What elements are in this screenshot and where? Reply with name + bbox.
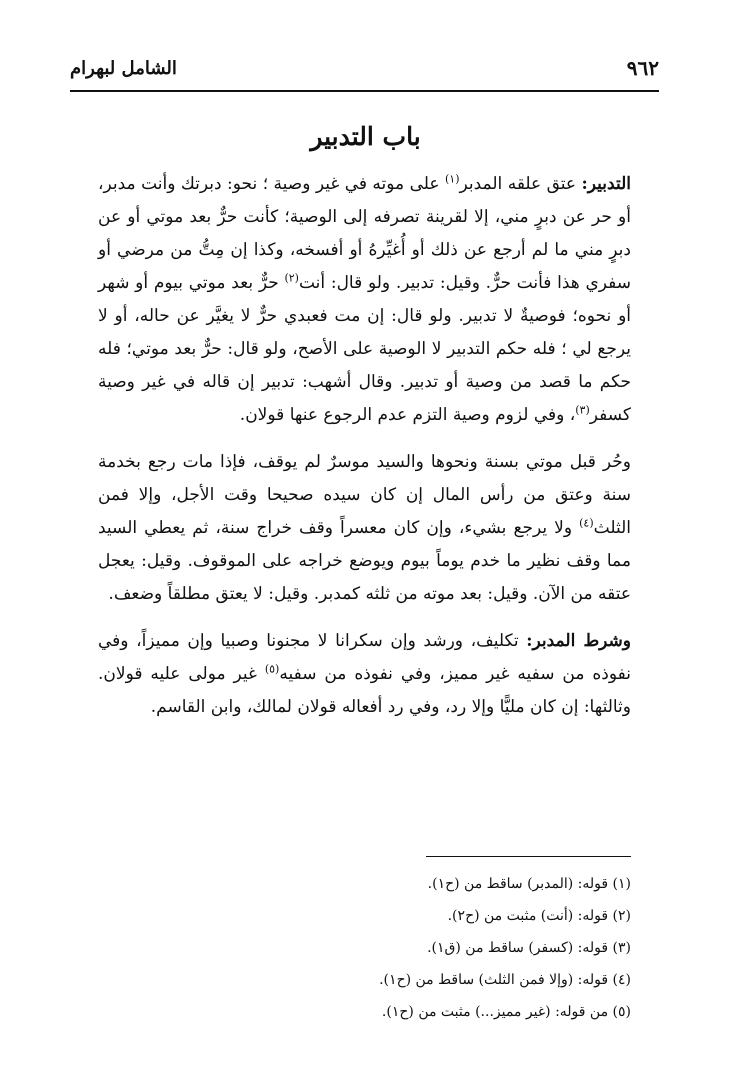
book-title: الشامل لبهرام [70,58,177,79]
footnotes [320,868,631,1028]
paragraph-text: وحُر قبل موتي بسنة ونحوها والسيد موسرٌ لم يوقف، فإذا مات رجع بخدمة سنة وعتق من رأس المال إن كان سيده صحيحا وقت الأجل، وإلا فمن الثلث [98,452,631,538]
footnote: (٥) من قوله: (غير مميز...) مثبت من (ح١). [381,1004,631,1020]
paragraph [98,168,631,432]
main-text [98,168,631,738]
footnote-marker: (١) [444,172,460,186]
paragraph-text: غير مولى عليه قولان. وثالثها: إن كان مليًّا وإلا رد، وفي رد أفعاله قولان لمالك، وابن القاسم. [98,664,631,717]
running-header [70,52,659,88]
footnote-marker: (٣) [575,403,590,417]
footnote: (٢) قوله: (أنت) مثبت من (ح٢). [447,908,631,924]
paragraph-text: ولا يرجع بشيء، وإن كان معسراً وقف خراج سنة، ثم يعطي السيد مما وقف نظير ما خدم يوماً بيوم ويوضع خراجه على الموقوف. وقيل: يعجل عتقه من الآن. وقيل: بعد موته من ثلثه كمدبر. وقيل: لا يعتق مطلقاً وضعف. [98,518,631,604]
paragraph-text: ، وفي لزوم وصية التزم عدم الرجوع عنها قولان. [239,405,576,425]
footnote: (٤) قوله: (وإلا فمن الثلث) ساقط من (ح١). [379,972,631,988]
paragraph [98,625,631,724]
footnote-marker: (٢) [284,271,299,285]
header-divider [70,90,659,92]
paragraph-lead: التدبير: [581,174,631,194]
paragraph-text: على موته في غير وصية ؛ نحو: دبرتك وأنت مدبر، أو حر عن دبرٍ مني، إلا لقرينة تصرفه إلى الوصية؛ كأنت حرٌّ بعد موتي أو عن دبرٍ مني ما لم أرجع عن ذلك أو أُغيِّرهُ أو أفسخه، وكذا إن مِتُّ من مرضي أو سفري هذا فأنت حرٌّ. وقيل: تدبير. ولو قال: أنت [98,174,631,293]
paragraph [98,446,631,611]
footnote: (١) قوله: (المدبر) ساقط من (ح١). [427,876,631,892]
paragraph-text: حرٌّ بعد موتي بيوم أو شهر أو نحوه؛ فوصيةٌ لا تدبير. ولو قال: إن مت فعبدي حرٌّ لا يغيَّر عن حاله، أو لا يرجع لي ؛ فله حكم التدبير لا الوصية على الأصح، ولو قال: حرٌّ بعد موتي؛ فله حكم ما قصد من وصية أو تدبير. وقال أشهب: تدبير إن قاله في غير وصية كسفر [98,273,631,425]
footnote: (٣) قوله: (كسفر) ساقط من (ق١). [427,940,631,956]
paragraph-lead: وشرط المدبر: [526,631,631,651]
paragraph-text: تكليف، ورشد وإن سكرانا لا مجنونا وصبيا وإن مميزاً، وفي نفوذه من سفيه غير مميز، وفي نفوذه من سفيه [98,631,631,684]
paragraph-text: عتق علقه المدبر [459,174,582,194]
footnote-marker: (٤) [579,516,594,530]
chapter-title: باب التدبير [310,122,421,151]
footnote-divider [426,856,631,857]
page-number: ٩٦٢ [626,56,659,80]
footnote-marker: (٥) [264,662,280,676]
